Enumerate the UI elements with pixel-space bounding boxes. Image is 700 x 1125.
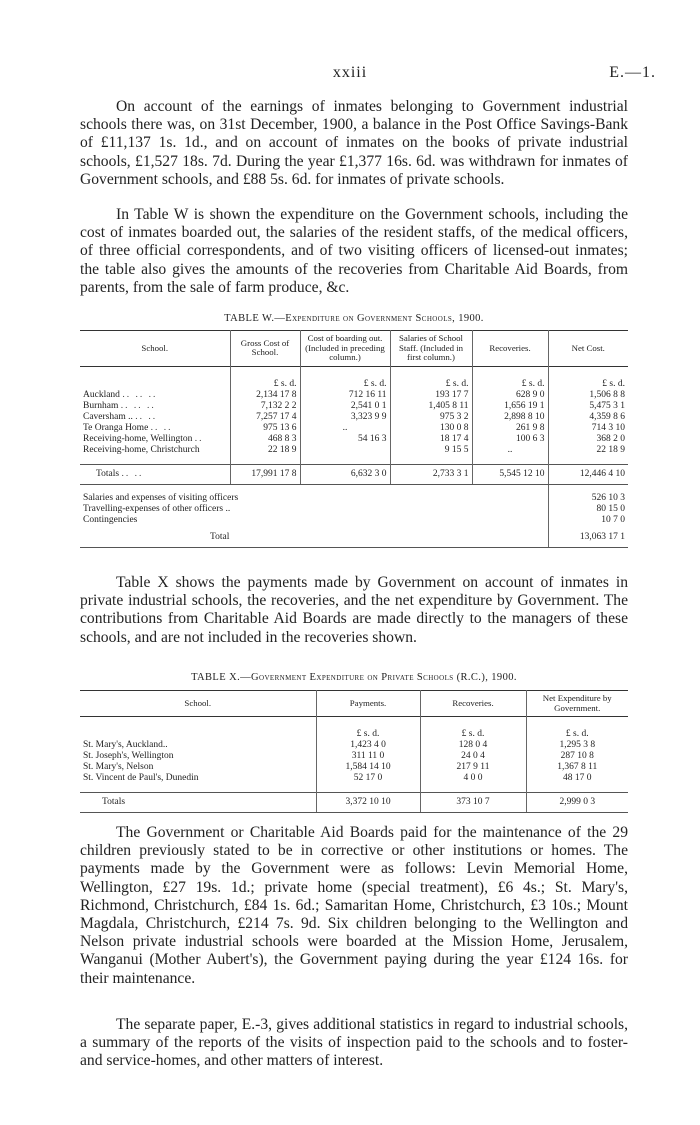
table-row: St. Joseph's, Wellington 311 11 0 24 0 4 287 10 8 — [80, 751, 628, 762]
document-reference: E.—1. — [609, 64, 656, 81]
table-row: Receiving-home, Wellington .. 468 8 3 54 16 3 18 17 4 100 6 3 368 2 0 — [80, 434, 628, 445]
table-row: Te Oranga Home .. .. 975 13 6 .. 130 0 8 261 9 8 714 3 10 — [80, 423, 628, 434]
paragraph-table-w-intro: In Table W is shown the expenditure on the Government schools, including the cost of inmates boarded out, the salaries of the resident staffs, of the medical officers, of three official correspondents, and of two visiting officers of licensed-out inmates; the table also gives the amounts of the recoveries from Charitable Aid Boards, from parents, from the sale of farm produce, &c. — [80, 206, 628, 296]
paragraph-savings-bank: On account of the earnings of inmates belonging to Government industrial schools there was, on 31st December, 1900, a balance in the Post Office Savings-Bank of £11,137 1s. 1d., and on account of inmates on the books of private industrial schools, £1,527 18s. 7d. During the year £1,377 16s. 6d. was withdrawn for inmates of Government schools, and £88 5s. 6d. for inmates of private schools. — [80, 98, 628, 188]
paragraph-table-x-intro: Table X shows the payments made by Government on account of inmates in private industrial schools, the recoveries, and the net expenditure by Government. The contributions from Charitable Aid Boards are made directly to the managers of these schools, and are not included in the recoveries shown. — [80, 574, 628, 646]
table-row: St. Mary's, Auckland.. 1,423 4 0 128 0 4 1,295 3 8 — [80, 740, 628, 751]
table-row: St. Mary's, Nelson 1,584 14 10 217 9 11 1,367 8 11 — [80, 762, 628, 773]
table-w-caption: TABLE W.—Expenditure on Government Schools, 1900. — [224, 313, 484, 324]
paragraph-maintenance-payments: The Government or Charitable Aid Boards paid for the maintenance of the 29 children previously stated to be in corrective or other institutions or homes. The payments made by the Government were as follows: Levin Memorial Home, Wellington, £27 19s. 1d.; private home (special treatment), £6 4s.; St. Mary's, Richmond, Christchurch, £84 1s. 6d.; Samaritan Home, Christchurch, £3 10s.; Mount Magdala, Christchurch, £214 7s. 9d. Six children belonging to the Wellington and Nelson private industrial schools were boarded at the Mission Home, Jerusalem, Wanganui (Mother Aubert's), the Government paying during the year £124 16s. for their maintenance. — [80, 824, 628, 987]
table-row: Contingencies 10 7 0 — [80, 515, 628, 526]
totals-row: Totals .. .. 17,991 17 8 6,632 3 0 2,733 3 1 5,545 12 10 12,446 4 10 — [80, 464, 628, 484]
column-header: Recoveries. — [472, 331, 548, 367]
column-header: Recoveries. — [420, 691, 526, 717]
table-row: Caversham .. .. .. 7,257 17 4 3,323 9 9 975 3 2 2,898 8 10 4,359 8 6 — [80, 412, 628, 423]
column-header: Payments. — [316, 691, 420, 717]
table-x-caption: TABLE X.—Government Expenditure on Private Schools (R.C.), 1900. — [191, 672, 517, 683]
column-header: Gross Cost of School. — [230, 331, 300, 367]
column-header: School. — [141, 342, 169, 353]
table-row: Receiving-home, Christchurch 22 18 9 9 15 5 .. 22 18 9 — [80, 445, 628, 456]
table-row: Burnham .. .. .. 7,132 2 2 2,541 0 1 1,405 8 11 1,656 19 1 5,475 3 1 — [80, 401, 628, 412]
paragraph-separate-paper: The separate paper, E.-3, gives additional statistics in regard to industrial schools, a summary of the reports of the visits of inspection paid to the schools and to foster- and service-homes, and other matters of interest. — [80, 1016, 628, 1070]
table-w-expenditure — [80, 330, 628, 548]
page-header — [0, 64, 700, 86]
column-header: Salaries of School Staff. (Included in first column.) — [390, 331, 472, 367]
page-number: xxiii — [332, 64, 368, 81]
column-header: Net Expenditure by Government. — [526, 691, 628, 717]
table-row: St. Vincent de Paul's, Dunedin 52 17 0 4 0 0 48 17 0 — [80, 773, 628, 784]
grand-total-row: Total 13,063 17 1 — [80, 526, 628, 548]
table-row: Auckland .. .. .. 2,134 17 8 712 16 11 193 17 7 628 9 0 1,506 8 8 — [80, 390, 628, 401]
table-row: Travelling-expenses of other officers .. 80 15 0 — [80, 504, 628, 515]
column-header: Cost of boarding out. (Included in preceding column.) — [300, 331, 390, 367]
table-row: Salaries and expenses of visiting officers 526 10 3 — [80, 493, 628, 504]
column-header: Net Cost. — [548, 331, 628, 367]
table-x-private-schools — [80, 690, 628, 813]
unit-row: £ s. d. £ s. d. £ s. d. £ s. d. £ s. d. — [80, 375, 628, 390]
column-header: School. — [184, 697, 212, 708]
unit-row: £ s. d. £ s. d. £ s. d. — [80, 725, 628, 740]
totals-row: Totals 3,372 10 10 373 10 7 2,999 0 3 — [80, 793, 628, 813]
